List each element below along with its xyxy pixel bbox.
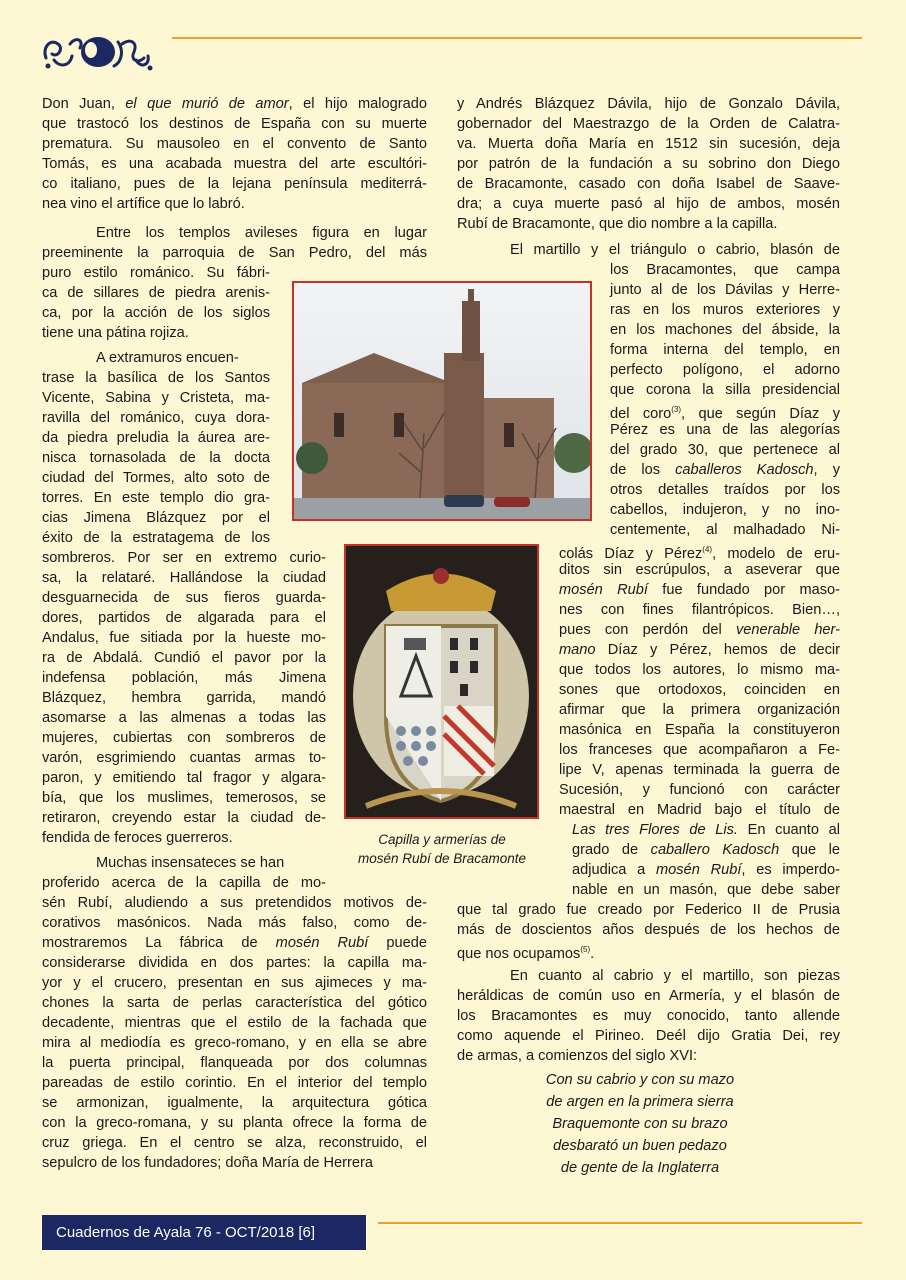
left-line: retiraron, creyendo estar la ciudad de- [42, 810, 326, 826]
left-line: prematura. Su mausoleo en el convento de Santo [42, 136, 427, 152]
left-line: chones la sarta de perlas característica del gótico [42, 995, 427, 1011]
right-line: otros detalles traídos por los [610, 482, 840, 498]
right-line: del grado 30, que pertenece al [610, 442, 840, 458]
left-line: sa, la relataré. Hallándose la ciudad [42, 570, 326, 586]
right-line: maestral en Madrid bajo el título de [559, 802, 840, 818]
left-line: fendida de feroces guerreros. [42, 830, 233, 846]
left-line: considerarse dividida en dos partes: la capilla ma- [42, 955, 427, 971]
left-line: desguarnecida de sus fieros guarda- [42, 590, 326, 606]
left-line: ravilla del románico, cuya dora- [42, 410, 270, 426]
right-line: en los machones del ábside, la [610, 322, 840, 338]
left-line: se armonizan, igualmente, la arquitectura gótica [42, 1095, 427, 1111]
right-line: adjudica a mosén Rubí, es imperdo- [572, 862, 841, 878]
right-line: ras en los muros exteriores y [610, 302, 840, 318]
right-line: que tal grado fue creado por Federico II de Prusia [457, 902, 840, 918]
church-photo [292, 281, 592, 521]
right-line: nable en un masón, que debe saber [572, 882, 840, 898]
right-line: dra; a cuya muerte pasó al hijo de ambos, mosén [457, 196, 840, 212]
left-line: proferido acerca de la capilla de mo- [42, 875, 326, 891]
right-line: de los caballeros Kadosch, y [610, 462, 841, 478]
right-line: En cuanto al cabrio y el martillo, son piezas [510, 968, 840, 984]
right-line: los Bracamontes es muy conocido, tanto allende [457, 1008, 840, 1024]
right-line: Las tres Flores de Lis. En cuanto al [572, 822, 840, 838]
left-line: dores, partidos de algarada para el [42, 610, 326, 626]
photo-caption [336, 830, 548, 868]
left-line: cias Jimena Blázquez por el [42, 510, 270, 526]
right-line: por patrón de la fundación a su sobrino don Diego [457, 156, 840, 172]
right-line: que todos los autores, lo mismo ma- [559, 662, 840, 678]
left-line: con la greco-romana, y su planta ofrece la forma de [42, 1115, 427, 1131]
right-line: que nos ocupamos$^{(5)}$. [457, 945, 595, 962]
left-line: puro estilo románico. Su fábri- [42, 265, 270, 281]
left-line: mira al mediodía es greco-romano, y en ella se abre [42, 1035, 427, 1051]
verse-line: Braquemonte con su brazo [552, 1116, 728, 1132]
left-line: Andalus, fue sitiada por la hueste mo- [42, 630, 326, 646]
right-line: mosén Rubí fue fundado por maso- [559, 582, 840, 598]
left-line: cruz griega. En el centro se alza, reconstruido, el [42, 1135, 427, 1151]
left-line: sepulcro de los fundadores; doña María de Herrera [42, 1155, 373, 1171]
left-line: paron, y emitiendo tal fragor y algara- [42, 770, 326, 786]
right-line: El martillo y el triángulo o cabrio, blasón de [510, 242, 840, 258]
verse-line: de gente de la Inglaterra [560, 1160, 720, 1176]
left-line: Tomás, es una acabada muestra del arte escultóri- [42, 156, 427, 172]
right-line: del coro$^{(3)}$, que según Díaz y [610, 405, 840, 422]
verse-line: Con su cabrio y con su mazo [545, 1072, 735, 1088]
left-line: la puerta principal, flanqueada por dos columnas [42, 1055, 427, 1071]
right-line: forma interna del templo, en [610, 342, 840, 358]
right-line: sones que ortodoxos, coinciden en [559, 682, 840, 698]
footer-rule [378, 1222, 862, 1224]
right-line: Sucesión, y funcionó con carácter [559, 782, 840, 798]
right-line: heráldicas de común uso en Armería, y el blasón de [457, 988, 840, 1004]
left-line: éxito de la estratagema de los [42, 530, 270, 546]
coat-of-arms-photo [344, 544, 539, 819]
right-line: ditos sin escrúpulos, a aseverar que [559, 562, 840, 578]
left-line: corativos masónicos. Nada más falso, como de- [42, 915, 427, 931]
left-line: pareadas de estilo corintio. En el interior del templo [42, 1075, 427, 1091]
left-line: mujeres, cubiertas con sombreros de [42, 730, 326, 746]
right-line: masónica en España la constituyeron [559, 722, 840, 738]
left-line: Vicente, Sabina y Cristeta, ma- [42, 390, 270, 406]
ornamental-logo-icon [40, 30, 155, 75]
left-line: torres. En este templo dio gra- [42, 490, 270, 506]
left-line: Entre los templos avileses figura en lugar [96, 225, 427, 241]
left-line: co italiano, pues de la lejana península mediterrá- [42, 176, 427, 192]
left-line: trase la basílica de los Santos [42, 370, 270, 386]
left-line: A extramuros encuen- [96, 350, 239, 366]
right-line: más de doscientos años después de los hechos de [457, 922, 840, 938]
left-line: da piedra preludia la áurea are- [42, 430, 270, 446]
left-line: nea vino el artífice que lo labró. [42, 196, 245, 212]
left-line: sombreros. Por ser en extremo curio- [42, 550, 326, 566]
caption-line-1: Capilla y armerías de [378, 832, 506, 847]
left-line: nisca tornasolada de la docta [42, 450, 270, 466]
right-line: Rubí de Bracamonte, que dio nombre a la capilla. [457, 216, 778, 232]
right-line: grado de caballero Kadosch que le [572, 842, 840, 858]
right-line: centemente, al malhadado Ni- [610, 522, 840, 538]
right-line: y Andrés Blázquez Dávila, hijo de Gonzalo Dávila, [457, 96, 840, 112]
right-line: junto al de los Dávilas y Herre- [610, 282, 840, 298]
right-line: nes con fines filantrópicos. Bien…, [559, 602, 840, 618]
right-line: cabellos, indujeron, y no ino- [610, 502, 840, 518]
left-line: ciudad del Tormes, alto soto de [42, 470, 270, 486]
left-line: mostraremos La fábrica de mosén Rubí puede [42, 935, 428, 951]
right-line: los Bracamontes, que campa [610, 262, 840, 278]
left-line: ca de sillares de piedra arenis- [42, 285, 270, 301]
left-line: Muchas insensateces se han [96, 855, 285, 871]
left-line: ra de Abdalá. Cundió el pavor por la [42, 650, 326, 666]
right-line: lipe V, apenas terminada la guerra de [559, 762, 840, 778]
right-line: los franceses que acompañaron a Fe- [559, 742, 840, 758]
caption-line-2: mosén Rubí de Bracamonte [357, 851, 527, 866]
left-line: preeminente la parroquia de San Pedro, del más [42, 245, 427, 261]
verse-line: desbarató un buen pedazo [553, 1138, 727, 1154]
left-line: Blázquez, hembra garrida, mandó [42, 690, 326, 706]
left-line: yor y el crucero, presentan en sus ajimeces y ma- [42, 975, 427, 991]
right-line: que corona la silla presidencial [610, 382, 840, 398]
right-line: de armas, a comienzos del siglo XVI: [457, 1048, 698, 1064]
right-line: afirmar que la primera organización [559, 702, 840, 718]
right-line: va. Muerta doña María en 1512 sin sucesión, deja [457, 136, 840, 152]
left-line: que trastocó los destinos de España con su muerte [42, 116, 427, 132]
right-line: gobernador del Maestrazgo de la Orden de Calatra- [457, 116, 840, 132]
left-line: ca, por la acción de los siglos [42, 305, 270, 321]
left-line: bía, que los muslimes, temerosos, se [42, 790, 326, 806]
left-line: varón, esgrimiendo cuantas armas to- [42, 750, 326, 766]
left-line: indefensa población, más Jimena [42, 670, 326, 686]
left-line: Don Juan, el que murió de amor, el hijo malogrado [42, 96, 427, 112]
header-rule [172, 37, 862, 39]
footer-label: Cuadernos de Ayala 76 - OCT/2018 [6] [42, 1215, 366, 1250]
left-line: decadente, mientras que el estilo de la fachada que [42, 1015, 427, 1031]
verse-line: de argen en la primera sierra [546, 1094, 734, 1110]
left-line: tiene una pátina rojiza. [42, 325, 189, 341]
left-line: sén Rubí, aludiendo a sus pretendidos motivos de- [42, 895, 427, 911]
right-line: colás Díaz y Pérez$^{(4)}$, modelo de eru- [559, 545, 840, 562]
right-line: Pérez es una de las alegorías [610, 422, 840, 438]
left-line: asomarse a las almenas a todas las [42, 710, 326, 726]
right-line: perfecto polígono, el adorno [610, 362, 840, 378]
right-line: mano Díaz y Pérez, hemos de decir [559, 642, 840, 658]
right-line: de Bracamonte, casado con doña Isabel de Saave- [457, 176, 840, 192]
right-line: pues con perdón del venerable her- [559, 622, 841, 638]
right-line: como aquende el Pirineo. Deél dijo Gratia Dei, rey [457, 1028, 840, 1044]
